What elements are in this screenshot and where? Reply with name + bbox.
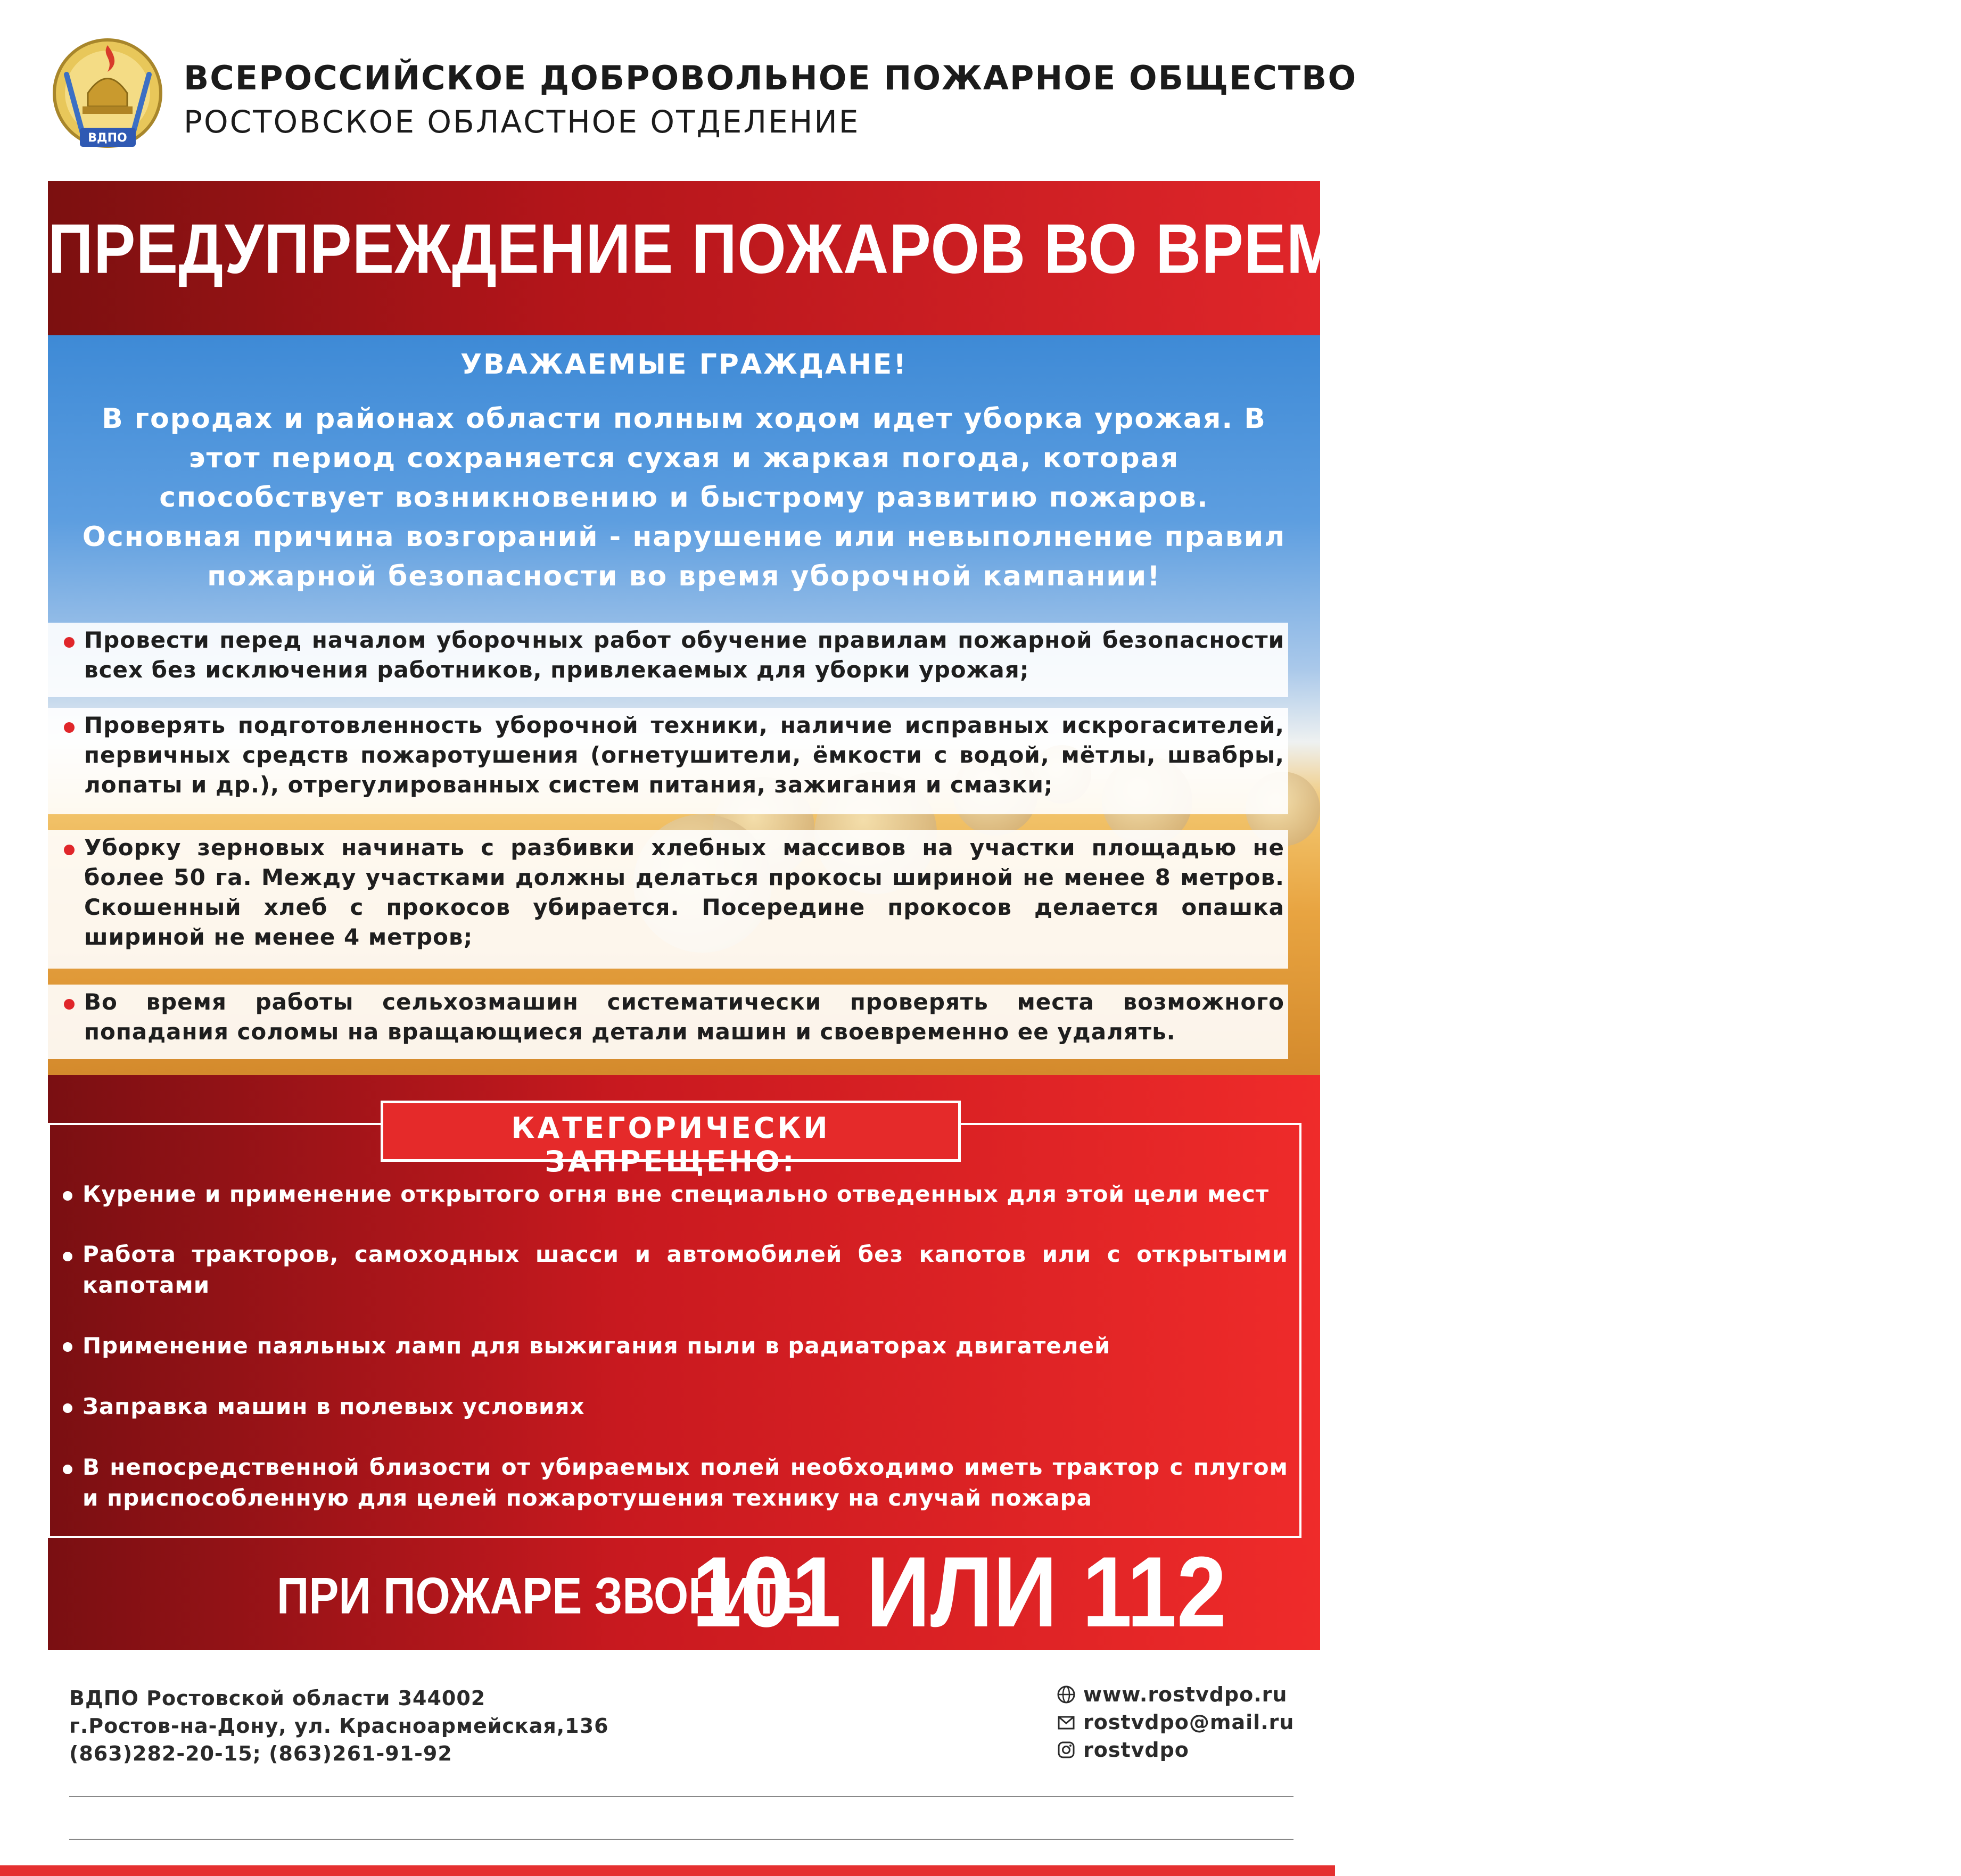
bullet-icon xyxy=(63,1465,72,1474)
address-line: г.Ростов-на-Дону, ул. Красноармейская,136 xyxy=(69,1714,609,1738)
bullet-icon xyxy=(63,1252,72,1261)
call-label: ПРИ ПОЖАРЕ ЗВОНИТЬ xyxy=(277,1566,812,1624)
prohibited-item: Работа тракторов, самоходных шасси и автомобилей без капотов или с открытыми капотами xyxy=(83,1241,1288,1298)
bullet-icon xyxy=(63,1342,72,1352)
divider xyxy=(69,1796,1293,1797)
bullet-icon xyxy=(63,1403,72,1413)
emergency-numbers: 101 ИЛИ 112 xyxy=(692,1535,1227,1648)
logo-text: ВДПО xyxy=(88,131,127,145)
requirement-item: Уборку зерновых начинать с разбивки хлебных массивов на участки площадью не более 50 га. Между участками должны делаться прокосы шириной не менее 8 метров. Скошенный хлеб с прокосов убирается. Посередине прокосов делается опашка шириной не менее 4 метров; xyxy=(84,834,1284,950)
requirement-item: Во время работы сельхозмашин систематически проверять места возможного попадания соломы на вращающиеся детали машин и своевременно ее удалять. xyxy=(84,989,1284,1045)
org-name: ВСЕРОССИЙСКОЕ ДОБРОВОЛЬНОЕ ПОЖАРНОЕ ОБЩЕСТВО xyxy=(184,59,1357,97)
mail-icon xyxy=(1057,1713,1076,1732)
prohibited-item: В непосредственной близости от убираемых полей необходимо иметь трактор с плугом и приспособленную для целей пожаротушения технику на случай пожара xyxy=(83,1454,1288,1511)
prohibited-item: Курение и применение открытого огня вне специально отведенных для этой цели мест xyxy=(83,1181,1270,1207)
bullet-icon xyxy=(63,1191,72,1201)
greeting: УВАЖАЕМЫЕ ГРАЖДАНЕ! xyxy=(460,349,908,381)
prohibited-item: Применение паяльных ламп для выжигания пыли в радиаторах двигателей xyxy=(83,1333,1111,1359)
prohibited-title: КАТЕГОРИЧЕСКИ ЗАПРЕЩЕНО: xyxy=(511,1111,830,1178)
prohibited-item: Заправка машин в полевых условиях xyxy=(83,1393,585,1419)
instagram-icon xyxy=(1057,1740,1076,1759)
requirement-item: Проверять подготовленность уборочной техники, наличие исправных искрогасителей, первичных средств пожаротушения (огнетушители, ёмкости с водой, мётлы, швабры, лопаты и др.), отрегулированных систем питания, зажигания и смазки; xyxy=(84,712,1284,798)
page-title: ПРЕДУПРЕЖДЕНИЕ ПОЖАРОВ ВО ВРЕМЯ УБОРКИ УРОЖАЯ xyxy=(48,210,1961,288)
requirement-item: Провести перед началом уборочных работ обучение правилам пожарной безопасности всех без исключения работников, привлекаемых для уборки урожая; xyxy=(84,627,1284,683)
bullet-icon xyxy=(64,722,75,733)
instagram-link[interactable] xyxy=(1057,1736,1294,1764)
vdpo-logo xyxy=(51,27,165,160)
bullet-icon xyxy=(64,637,75,648)
org-branch: РОСТОВСКОЕ ОБЛАСТНОЕ ОТДЕЛЕНИЕ xyxy=(184,104,860,140)
divider xyxy=(69,1839,1293,1840)
bottom-red-bar xyxy=(0,1865,1335,1876)
email-link[interactable] xyxy=(1057,1708,1294,1736)
bullet-icon xyxy=(64,845,75,855)
intro-text: В городах и районах области полным ходом идет уборка урожая. В этот период сохраняется сухая и жаркая погода, которая способствует возникновению и быстрому развитию пожаров. Основная причина возгораний - нарушение или невыполнение правил пожарной безопасности во время уборочной кампании! xyxy=(82,403,1286,592)
email-text: rostvdpo@mail.ru xyxy=(1083,1710,1295,1734)
address-line: ВДПО Ростовской области 344002 xyxy=(69,1687,486,1710)
bullet-icon xyxy=(64,999,75,1010)
website-text: www.rostvdpo.ru xyxy=(1083,1683,1288,1706)
website-link[interactable] xyxy=(1057,1681,1294,1708)
instagram-text: rostvdpo xyxy=(1083,1738,1189,1762)
phone-numbers: (863)282-20-15; (863)261-91-92 xyxy=(69,1742,452,1765)
footer-address xyxy=(69,1684,609,1767)
footer-contacts xyxy=(1057,1681,1294,1764)
globe-icon xyxy=(1057,1685,1076,1704)
